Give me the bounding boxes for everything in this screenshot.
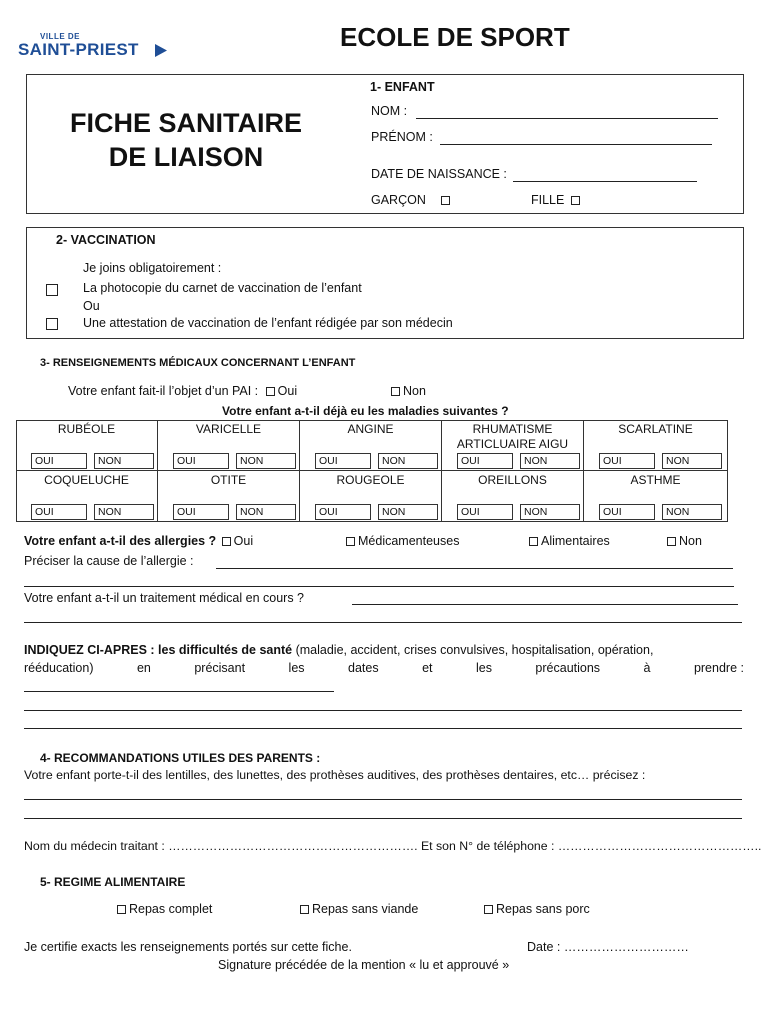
- nom-field[interactable]: [416, 118, 718, 119]
- date-field[interactable]: Date : …………………………: [527, 940, 689, 954]
- logo-saint: SAINT-: [18, 40, 76, 59]
- traitement-label: Votre enfant a-t-il un traitement médical en cours ?: [24, 591, 305, 605]
- maladie-name-line: OREILLONS: [478, 473, 547, 487]
- medecin-label: Nom du médecin traitant : ……………………………………………………. Et son N° de téléphone : …………………………………………..: [24, 839, 762, 853]
- difficultes-word: précisant: [194, 661, 246, 675]
- maladie-oui-box[interactable]: OUI: [599, 453, 655, 469]
- pai-question-label: Votre enfant fait-il l’objet d’un PAI :: [68, 384, 259, 398]
- maladie-non-box[interactable]: NON: [378, 453, 438, 469]
- maladie-cell: [300, 471, 442, 522]
- fille-option[interactable]: [531, 193, 583, 207]
- page-title: ECOLE DE SPORT: [340, 22, 570, 52]
- pai-question: [68, 384, 297, 398]
- difficultes-word: et: [422, 661, 433, 675]
- difficultes-word: prendre :: [693, 661, 744, 675]
- maladie-cell: [300, 420, 442, 471]
- garcon-option[interactable]: [371, 193, 453, 207]
- enfant-heading: 1- ENFANT: [370, 80, 435, 94]
- regime-complet-checkbox[interactable]: [117, 905, 126, 914]
- maladie-name: [300, 422, 441, 437]
- regime-sans-viande-checkbox[interactable]: [300, 905, 309, 914]
- prenom-label: PRÉNOM :: [371, 130, 433, 144]
- difficultes-bold: INDIQUEZ CI-APRES : les difficultés de santé: [24, 643, 293, 657]
- maladie-name: [16, 473, 157, 488]
- maladie-name: [158, 422, 299, 437]
- garcon-label: GARÇON: [371, 193, 426, 207]
- garcon-checkbox[interactable]: [441, 196, 450, 205]
- recommandations-field-2[interactable]: [24, 818, 742, 819]
- maladie-name-line: OTITE: [210, 473, 247, 487]
- fiche-title-line1: FICHE SANITAIRE: [69, 108, 302, 138]
- logo-priest: PRIEST: [75, 40, 139, 59]
- allergies-non-label: Non: [679, 534, 702, 548]
- maladie-cell: [158, 471, 300, 522]
- maladie-name-line: ANGINE: [347, 422, 394, 436]
- maladie-non-box[interactable]: NON: [662, 453, 722, 469]
- maladie-name: [16, 422, 157, 437]
- allergies-med-label: Médicamenteuses: [358, 534, 460, 548]
- maladie-oui-box[interactable]: OUI: [173, 453, 229, 469]
- maladie-name-line: ASTHME: [630, 473, 681, 487]
- allergies-alim-label: Alimentaires: [541, 534, 610, 548]
- allergies-non-checkbox[interactable]: [667, 537, 676, 546]
- recommandations-field-1[interactable]: [24, 799, 742, 800]
- maladies-question: Votre enfant a-t-il déjà eu les maladies suivantes ?: [222, 404, 509, 418]
- allergies-oui-checkbox[interactable]: [222, 537, 231, 546]
- maladie-non-box[interactable]: NON: [94, 453, 154, 469]
- difficultes-text: [24, 643, 744, 657]
- allergies-med-option[interactable]: [346, 534, 459, 548]
- regime-complet-label: Repas complet: [129, 902, 213, 916]
- maladie-name-line: SCARLATINE: [618, 422, 693, 436]
- difficultes-word: les: [288, 661, 305, 675]
- logo-ville: VILLE DE: [40, 32, 81, 41]
- logo: [18, 32, 178, 66]
- maladie-non-box[interactable]: NON: [236, 504, 296, 520]
- allergies-alim-option[interactable]: [529, 534, 610, 548]
- maladie-oui-box[interactable]: OUI: [173, 504, 229, 520]
- fille-label: FILLE: [531, 193, 565, 207]
- date-naissance-label: DATE DE NAISSANCE :: [371, 167, 507, 181]
- regime-heading: 5- REGIME ALIMENTAIRE: [40, 875, 186, 889]
- difficultes-rest: (maladie, accident, crises convulsives, hospitalisation, opération,: [295, 643, 654, 657]
- allergies-alim-checkbox[interactable]: [529, 537, 538, 546]
- difficultes-word: en: [136, 661, 151, 675]
- maladie-cell: [16, 420, 158, 471]
- difficultes-word: précautions: [535, 661, 601, 675]
- vaccination-carnet-checkbox[interactable]: [46, 284, 58, 296]
- maladie-cell: [584, 471, 728, 522]
- maladie-oui-box[interactable]: OUI: [599, 504, 655, 520]
- allergies-med-checkbox[interactable]: [346, 537, 355, 546]
- pai-non-label: Non: [403, 384, 426, 398]
- maladie-name: [584, 422, 727, 437]
- difficultes-field-1[interactable]: [24, 691, 334, 692]
- regime-sans-viande-label: Repas sans viande: [312, 902, 419, 916]
- pai-non-option[interactable]: [391, 384, 426, 398]
- recommandations-text: Votre enfant porte-t-il des lentilles, des lunettes, des prothèses auditives, des prothèses dentaires, etc… précisez :: [24, 768, 646, 782]
- certifie-text: Je certifie exacts les renseignements portés sur cette fiche.: [24, 940, 352, 954]
- pai-non-checkbox[interactable]: [391, 387, 400, 396]
- allergie-cause-field[interactable]: [216, 568, 733, 569]
- difficultes-field-2[interactable]: [24, 710, 742, 711]
- pai-oui-label: Oui: [277, 384, 298, 398]
- difficultes-line2: [24, 661, 744, 675]
- vaccination-ou: Ou: [83, 299, 100, 313]
- allergies-row: [24, 534, 253, 548]
- maladie-non-box[interactable]: NON: [662, 504, 722, 520]
- maladie-name: [158, 473, 299, 488]
- maladie-non-box[interactable]: NON: [520, 453, 580, 469]
- maladie-name: [442, 422, 583, 452]
- allergie-cause-field-2[interactable]: [24, 586, 734, 587]
- vaccination-attestation-label: Une attestation de vaccination de l’enfant rédigée par son médecin: [83, 316, 453, 330]
- difficultes-word: à: [643, 661, 651, 675]
- maladie-oui-box[interactable]: OUI: [31, 453, 87, 469]
- allergie-cause-label: Préciser la cause de l’allergie :: [24, 554, 194, 568]
- medical-heading: 3- RENSEIGNEMENTS MÉDICAUX CONCERNANT L’ENFANT: [40, 357, 356, 369]
- maladie-cell: [584, 420, 728, 471]
- fiche-title: [26, 106, 346, 174]
- allergies-oui-label: Oui: [233, 534, 254, 548]
- regime-complet-option[interactable]: [117, 902, 212, 916]
- traitement-field[interactable]: [352, 604, 738, 605]
- maladie-cell: [442, 420, 584, 471]
- difficultes-word: dates: [348, 661, 379, 675]
- fiche-title-line2: DE LIAISON: [108, 142, 264, 172]
- maladie-name: [300, 473, 441, 488]
- maladie-non-box[interactable]: NON: [520, 504, 580, 520]
- maladie-cell: [442, 471, 584, 522]
- prenom-field[interactable]: [440, 144, 712, 145]
- difficultes-word: rééducation): [24, 661, 94, 675]
- maladie-name: [584, 473, 727, 488]
- allergies-non-option[interactable]: [667, 534, 702, 548]
- maladie-cell: [158, 420, 300, 471]
- date-naissance-field[interactable]: [513, 181, 697, 182]
- maladie-name-line: COQUELUCHE: [44, 473, 129, 487]
- maladie-oui-box[interactable]: OUI: [315, 453, 371, 469]
- fille-checkbox[interactable]: [571, 196, 580, 205]
- logo-arrow-icon: [155, 44, 167, 57]
- vaccination-carnet-label: La photocopie du carnet de vaccination de l’enfant: [83, 281, 362, 295]
- signature-label: Signature précédée de la mention « lu et approuvé »: [218, 958, 510, 972]
- maladie-oui-box[interactable]: OUI: [31, 504, 87, 520]
- difficultes-field-3[interactable]: [24, 728, 742, 729]
- recommandations-heading: 4- RECOMMANDATIONS UTILES DES PARENTS :: [40, 751, 321, 765]
- vaccination-attestation-checkbox[interactable]: [46, 318, 58, 330]
- allergies-question: Votre enfant a-t-il des allergies ?: [24, 534, 217, 548]
- maladie-non-box[interactable]: NON: [378, 504, 438, 520]
- maladie-non-box[interactable]: NON: [236, 453, 296, 469]
- maladie-oui-box[interactable]: OUI: [315, 504, 371, 520]
- nom-label: NOM :: [371, 104, 408, 118]
- regime-sans-porc-checkbox[interactable]: [484, 905, 493, 914]
- maladie-cell: [16, 471, 158, 522]
- maladie-name: [442, 473, 583, 488]
- maladie-oui-box[interactable]: OUI: [457, 504, 513, 520]
- maladie-name-line: ARTICLUAIRE AIGU: [456, 437, 569, 451]
- vaccination-intro: Je joins obligatoirement :: [83, 261, 222, 275]
- regime-sans-porc-option[interactable]: [484, 902, 590, 916]
- maladie-name-line: VARICELLE: [195, 422, 262, 436]
- regime-sans-porc-label: Repas sans porc: [496, 902, 590, 916]
- maladie-oui-box[interactable]: OUI: [457, 453, 513, 469]
- difficultes-word: les: [475, 661, 492, 675]
- maladie-name-line: RHUMATISME: [472, 422, 553, 436]
- maladie-name-line: RUBÉOLE: [57, 422, 116, 436]
- maladie-name-line: ROUGEOLE: [336, 473, 405, 487]
- vaccination-heading: 2- VACCINATION: [56, 233, 156, 247]
- pai-oui-checkbox[interactable]: [266, 387, 275, 396]
- maladie-non-box[interactable]: NON: [94, 504, 154, 520]
- traitement-field-2[interactable]: [24, 622, 742, 623]
- regime-sans-viande-option[interactable]: [300, 902, 418, 916]
